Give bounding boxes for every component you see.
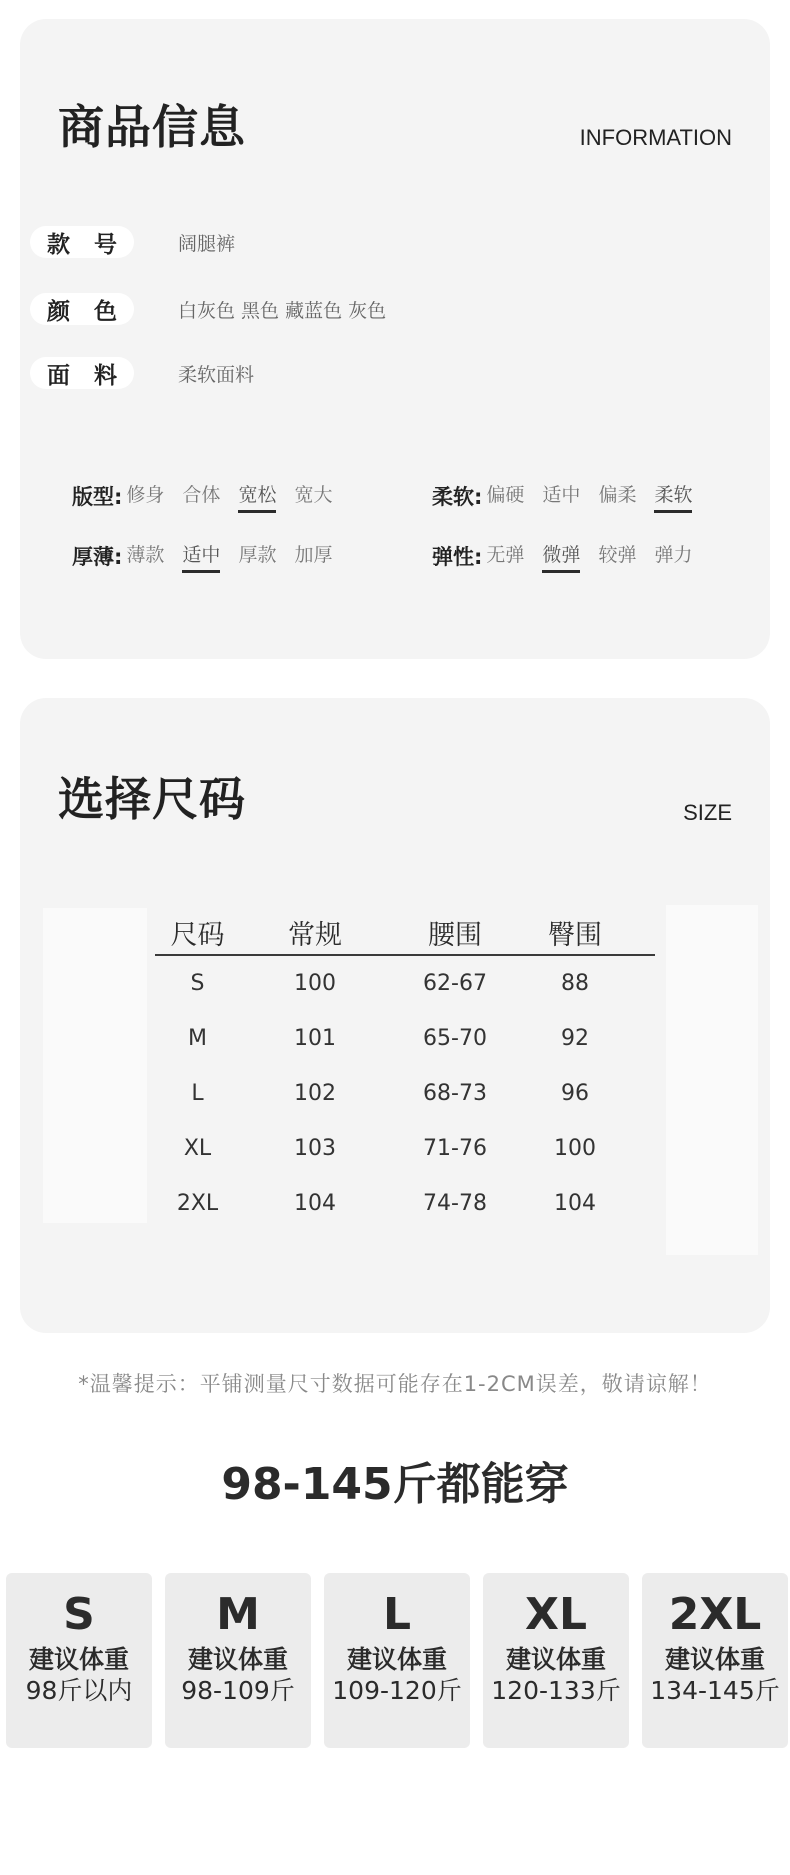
cell-size: S	[190, 971, 205, 996]
left-decor-panel	[43, 908, 147, 1223]
spec-thickness-option: 厚款	[238, 543, 277, 566]
cell-hip: 88	[561, 971, 589, 996]
spec-fit-option: 宽大	[294, 483, 333, 506]
spec-fit	[72, 479, 350, 513]
spec-elasticity-label: 弹性:	[432, 545, 483, 569]
header-waist: 腰围	[428, 919, 482, 951]
spec-softness	[432, 479, 710, 513]
attr-value-style-no: 阔腿裤	[178, 232, 236, 255]
attr-label-style-no: 款 号	[30, 226, 134, 258]
weight-card-label: 建议体重	[505, 1645, 606, 1674]
weight-card-label: 建议体重	[664, 1645, 765, 1674]
attr-row-style-no	[30, 225, 235, 259]
weight-card-range: 120-133斤	[491, 1676, 621, 1705]
header-size: 尺码	[170, 919, 225, 951]
cell-regular: 101	[294, 1026, 336, 1051]
weight-card-l	[324, 1573, 470, 1748]
weight-card-range: 134-145斤	[650, 1676, 780, 1705]
cell-hip: 104	[554, 1191, 596, 1216]
weight-card-size: L	[382, 1589, 412, 1640]
attr-row-fabric	[30, 356, 254, 390]
weight-card-size: S	[63, 1589, 95, 1640]
table-row	[155, 1066, 655, 1121]
spec-fit-option-selected: 宽松	[238, 480, 276, 513]
weight-card-label: 建议体重	[187, 1645, 288, 1674]
spec-thickness-option: 薄款	[126, 543, 165, 566]
spec-softness-option: 偏柔	[598, 483, 637, 506]
attr-label-color: 颜 色	[30, 293, 134, 325]
size-table-header	[155, 910, 655, 956]
cell-waist: 65-70	[423, 1026, 487, 1051]
spec-softness-label: 柔软:	[432, 485, 483, 509]
cell-regular: 103	[294, 1136, 336, 1161]
spec-elasticity-option: 无弹	[486, 543, 525, 566]
attr-value-color: 白灰色 黑色 藏蓝色 灰色	[178, 299, 387, 322]
weight-card-range: 109-120斤	[332, 1676, 462, 1705]
spec-elasticity-option: 较弹	[598, 543, 637, 566]
spec-elasticity	[432, 539, 710, 573]
cell-regular: 102	[294, 1081, 336, 1106]
table-row	[155, 1121, 655, 1176]
weight-card-range: 98-109斤	[181, 1676, 295, 1705]
spec-softness-option-selected: 柔软	[654, 480, 692, 513]
weight-card-range: 98斤以内	[25, 1676, 133, 1705]
cell-waist: 74-78	[423, 1191, 487, 1216]
size-subtitle: SIZE	[683, 800, 732, 825]
right-decor-panel	[666, 905, 758, 1255]
attr-row-color	[30, 292, 386, 326]
spec-softness-option: 偏硬	[486, 483, 525, 506]
weight-range-title: 98-145斤都能穿	[221, 1459, 569, 1510]
table-row	[155, 956, 655, 1011]
attr-label-fabric: 面 料	[30, 357, 134, 389]
header-regular: 常规	[288, 919, 342, 951]
table-row	[155, 1011, 655, 1066]
spec-softness-option: 适中	[542, 483, 581, 506]
weight-card-label: 建议体重	[346, 1645, 447, 1674]
spec-thickness-label: 厚薄:	[72, 545, 123, 569]
weight-card-size: 2XL	[668, 1589, 762, 1640]
spec-fit-label: 版型:	[72, 485, 123, 509]
header-hip: 臀围	[548, 919, 602, 951]
weight-card-size: M	[216, 1589, 260, 1640]
cell-regular: 100	[294, 971, 336, 996]
weight-card-s	[6, 1573, 152, 1748]
cell-size: XL	[183, 1136, 212, 1161]
size-table	[155, 910, 655, 1231]
weight-card-size: XL	[525, 1589, 587, 1640]
cell-waist: 71-76	[423, 1136, 487, 1161]
weight-card-label: 建议体重	[28, 1645, 129, 1674]
spec-thickness	[72, 539, 350, 573]
cell-size: M	[188, 1026, 207, 1051]
size-title: 选择尺码	[58, 772, 246, 826]
weight-card-xl	[483, 1573, 629, 1748]
cell-hip: 96	[561, 1081, 589, 1106]
measurement-tip: *温馨提示：平铺测量尺寸数据可能存在1-2CM误差，敬请谅解！	[78, 1372, 712, 1396]
info-title: 商品信息	[58, 100, 246, 154]
cell-hip: 100	[554, 1136, 596, 1161]
cell-waist: 68-73	[423, 1081, 487, 1106]
spec-thickness-option: 加厚	[294, 543, 333, 566]
attr-value-fabric: 柔软面料	[178, 363, 255, 386]
cell-waist: 62-67	[423, 971, 487, 996]
spec-elasticity-option-selected: 微弹	[542, 540, 580, 573]
table-row	[155, 1176, 655, 1231]
weight-card-m	[165, 1573, 311, 1748]
cell-size: 2XL	[176, 1191, 219, 1216]
cell-hip: 92	[561, 1026, 589, 1051]
cell-size: L	[191, 1081, 204, 1106]
spec-fit-option: 合体	[182, 483, 221, 506]
info-subtitle: INFORMATION	[579, 125, 732, 150]
spec-elasticity-option: 弹力	[654, 543, 693, 566]
cell-regular: 104	[294, 1191, 336, 1216]
weight-card-2xl	[642, 1573, 788, 1748]
spec-thickness-option-selected: 适中	[182, 540, 220, 573]
spec-fit-option: 修身	[126, 483, 165, 506]
